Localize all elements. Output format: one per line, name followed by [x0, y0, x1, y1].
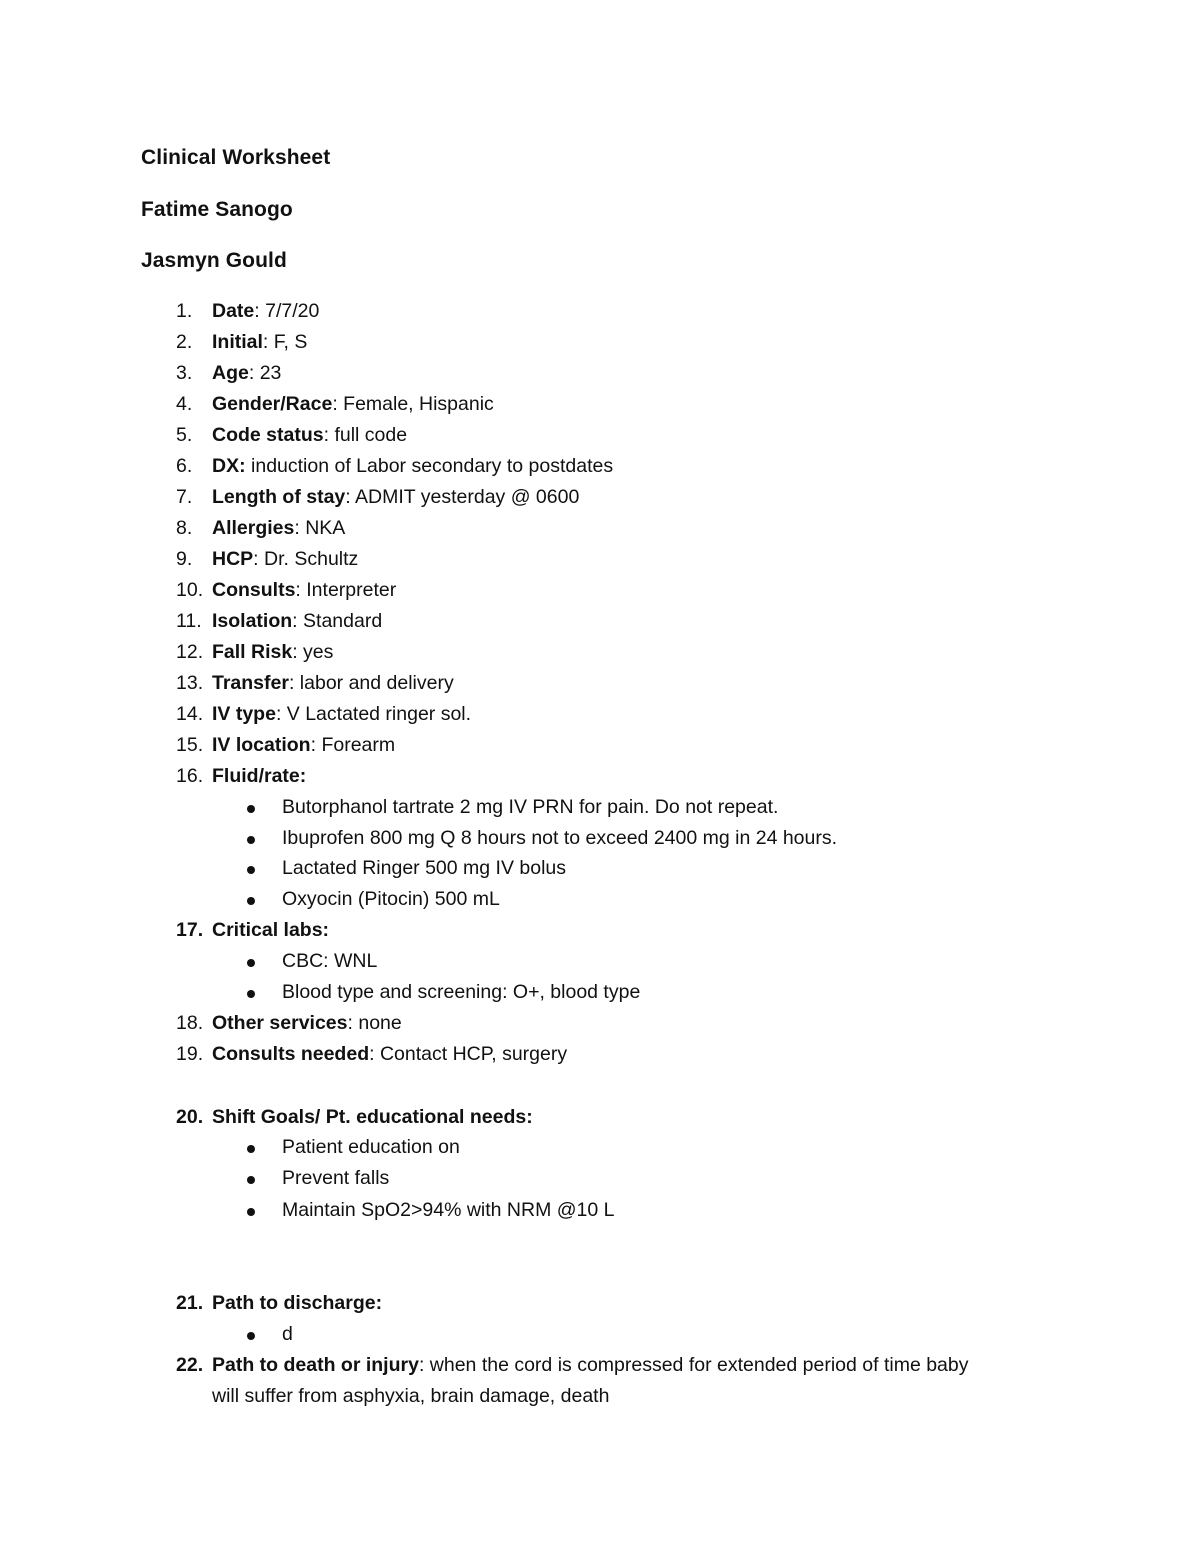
- list-item-initial: 2. Initial: F, S: [176, 331, 308, 353]
- bullet-icon: [247, 897, 255, 905]
- bullet-icon: [247, 1208, 255, 1216]
- list-item-date: 1. Date: 7/7/20: [176, 300, 320, 322]
- list-item-path-to-discharge: 21. Path to discharge:: [176, 1292, 383, 1314]
- bullet-icon: [247, 836, 255, 844]
- list-item-iv-type: 14. IV type: V Lactated ringer sol.: [176, 703, 472, 725]
- bullet-icon: [247, 866, 255, 874]
- list-item-allergies: 8. Allergies: NKA: [176, 517, 346, 539]
- list-item-fluid-rate: 16. Fluid/rate:: [176, 765, 307, 787]
- list-item-hcp: 9. HCP: Dr. Schultz: [176, 548, 359, 570]
- list-item-fall-risk: 12. Fall Risk: yes: [176, 641, 334, 663]
- bullet-icon: [247, 1176, 255, 1184]
- list-item-gender-race: 4. Gender/Race: Female, Hispanic: [176, 393, 494, 415]
- list-item-consults-needed: 19. Consults needed: Contact HCP, surgery: [176, 1043, 568, 1065]
- student-name-1: Fatime Sanogo: [141, 198, 293, 221]
- document-page: Clinical Worksheet Fatime Sanogo Jasmyn Gould 1. Date: 7/7/20 2. Initial: F, S 3. Age: 23 4. Gender/Race: Female, Hispanic 5. Code status: full code 6. DX: induction of Labor secondary to postdates 7. Length of stay: ADMIT yesterday @ 0600 8. Allergies: NKA 9. HCP: Dr. Schultz 10. Consults: Interpreter 11. Isolation: Standard 12. Fall Risk: yes 13. Transfer: labor and delivery 14. IV type: V Lactated ringer sol. 15. IV location: Forearm 16. Fluid/rate: Butorphanol tartrate 2 mg IV PRN for pain. Do not repeat. Ibuprofen 800 mg Q 8 hours not to exceed 2400 mg in 24 hours. Lactated Ringer 500 mg IV bolus Oxyocin (Pitocin) 500 mL 17. Critical labs: CBC: WNL Blood type and screening: O+, blood type 18. Other services: none 19. Consults needed: Contact HCP, surgery 20. Shift Goals/ Pt. educational needs: Patient education on Prevent falls Maintain SpO2>94% with NRM @10 L 21. Path to discharge: d 22. Path to death or injury: when the cord is compressed for extended period of time baby will suffer from asphyxia, brain damage, death: [0, 0, 1200, 1553]
- bullet-icon: [247, 1332, 255, 1340]
- list-item-path-to-death: 22. Path to death or injury: when the cord is compressed for extended period of time baby: [176, 1354, 969, 1376]
- list-item-length-of-stay: 7. Length of stay: ADMIT yesterday @ 0600: [176, 486, 580, 508]
- bullet-icon: [247, 990, 255, 998]
- list-item-code-status: 5. Code status: full code: [176, 424, 408, 446]
- list-item-shift-goals: 20. Shift Goals/ Pt. educational needs:: [176, 1106, 533, 1128]
- bullet-icon: [247, 1145, 255, 1153]
- list-item-age: 3. Age: 23: [176, 362, 282, 384]
- document-title: Clinical Worksheet: [141, 146, 331, 169]
- bullet-icon: [247, 959, 255, 967]
- list-item-dx: 6. DX: induction of Labor secondary to postdates: [176, 455, 614, 477]
- list-item-consults: 10. Consults: Interpreter: [176, 579, 397, 601]
- list-item-iv-location: 15. IV location: Forearm: [176, 734, 396, 756]
- list-item-isolation: 11. Isolation: Standard: [176, 610, 383, 632]
- student-name-2: Jasmyn Gould: [141, 249, 287, 272]
- path-to-death-continuation: will suffer from asphyxia, brain damage, death: [212, 1385, 610, 1407]
- list-item-transfer: 13. Transfer: labor and delivery: [176, 672, 454, 694]
- bullet-icon: [247, 805, 255, 813]
- list-item-critical-labs: 17. Critical labs:: [176, 919, 330, 941]
- list-item-other-services: 18. Other services: none: [176, 1012, 402, 1034]
